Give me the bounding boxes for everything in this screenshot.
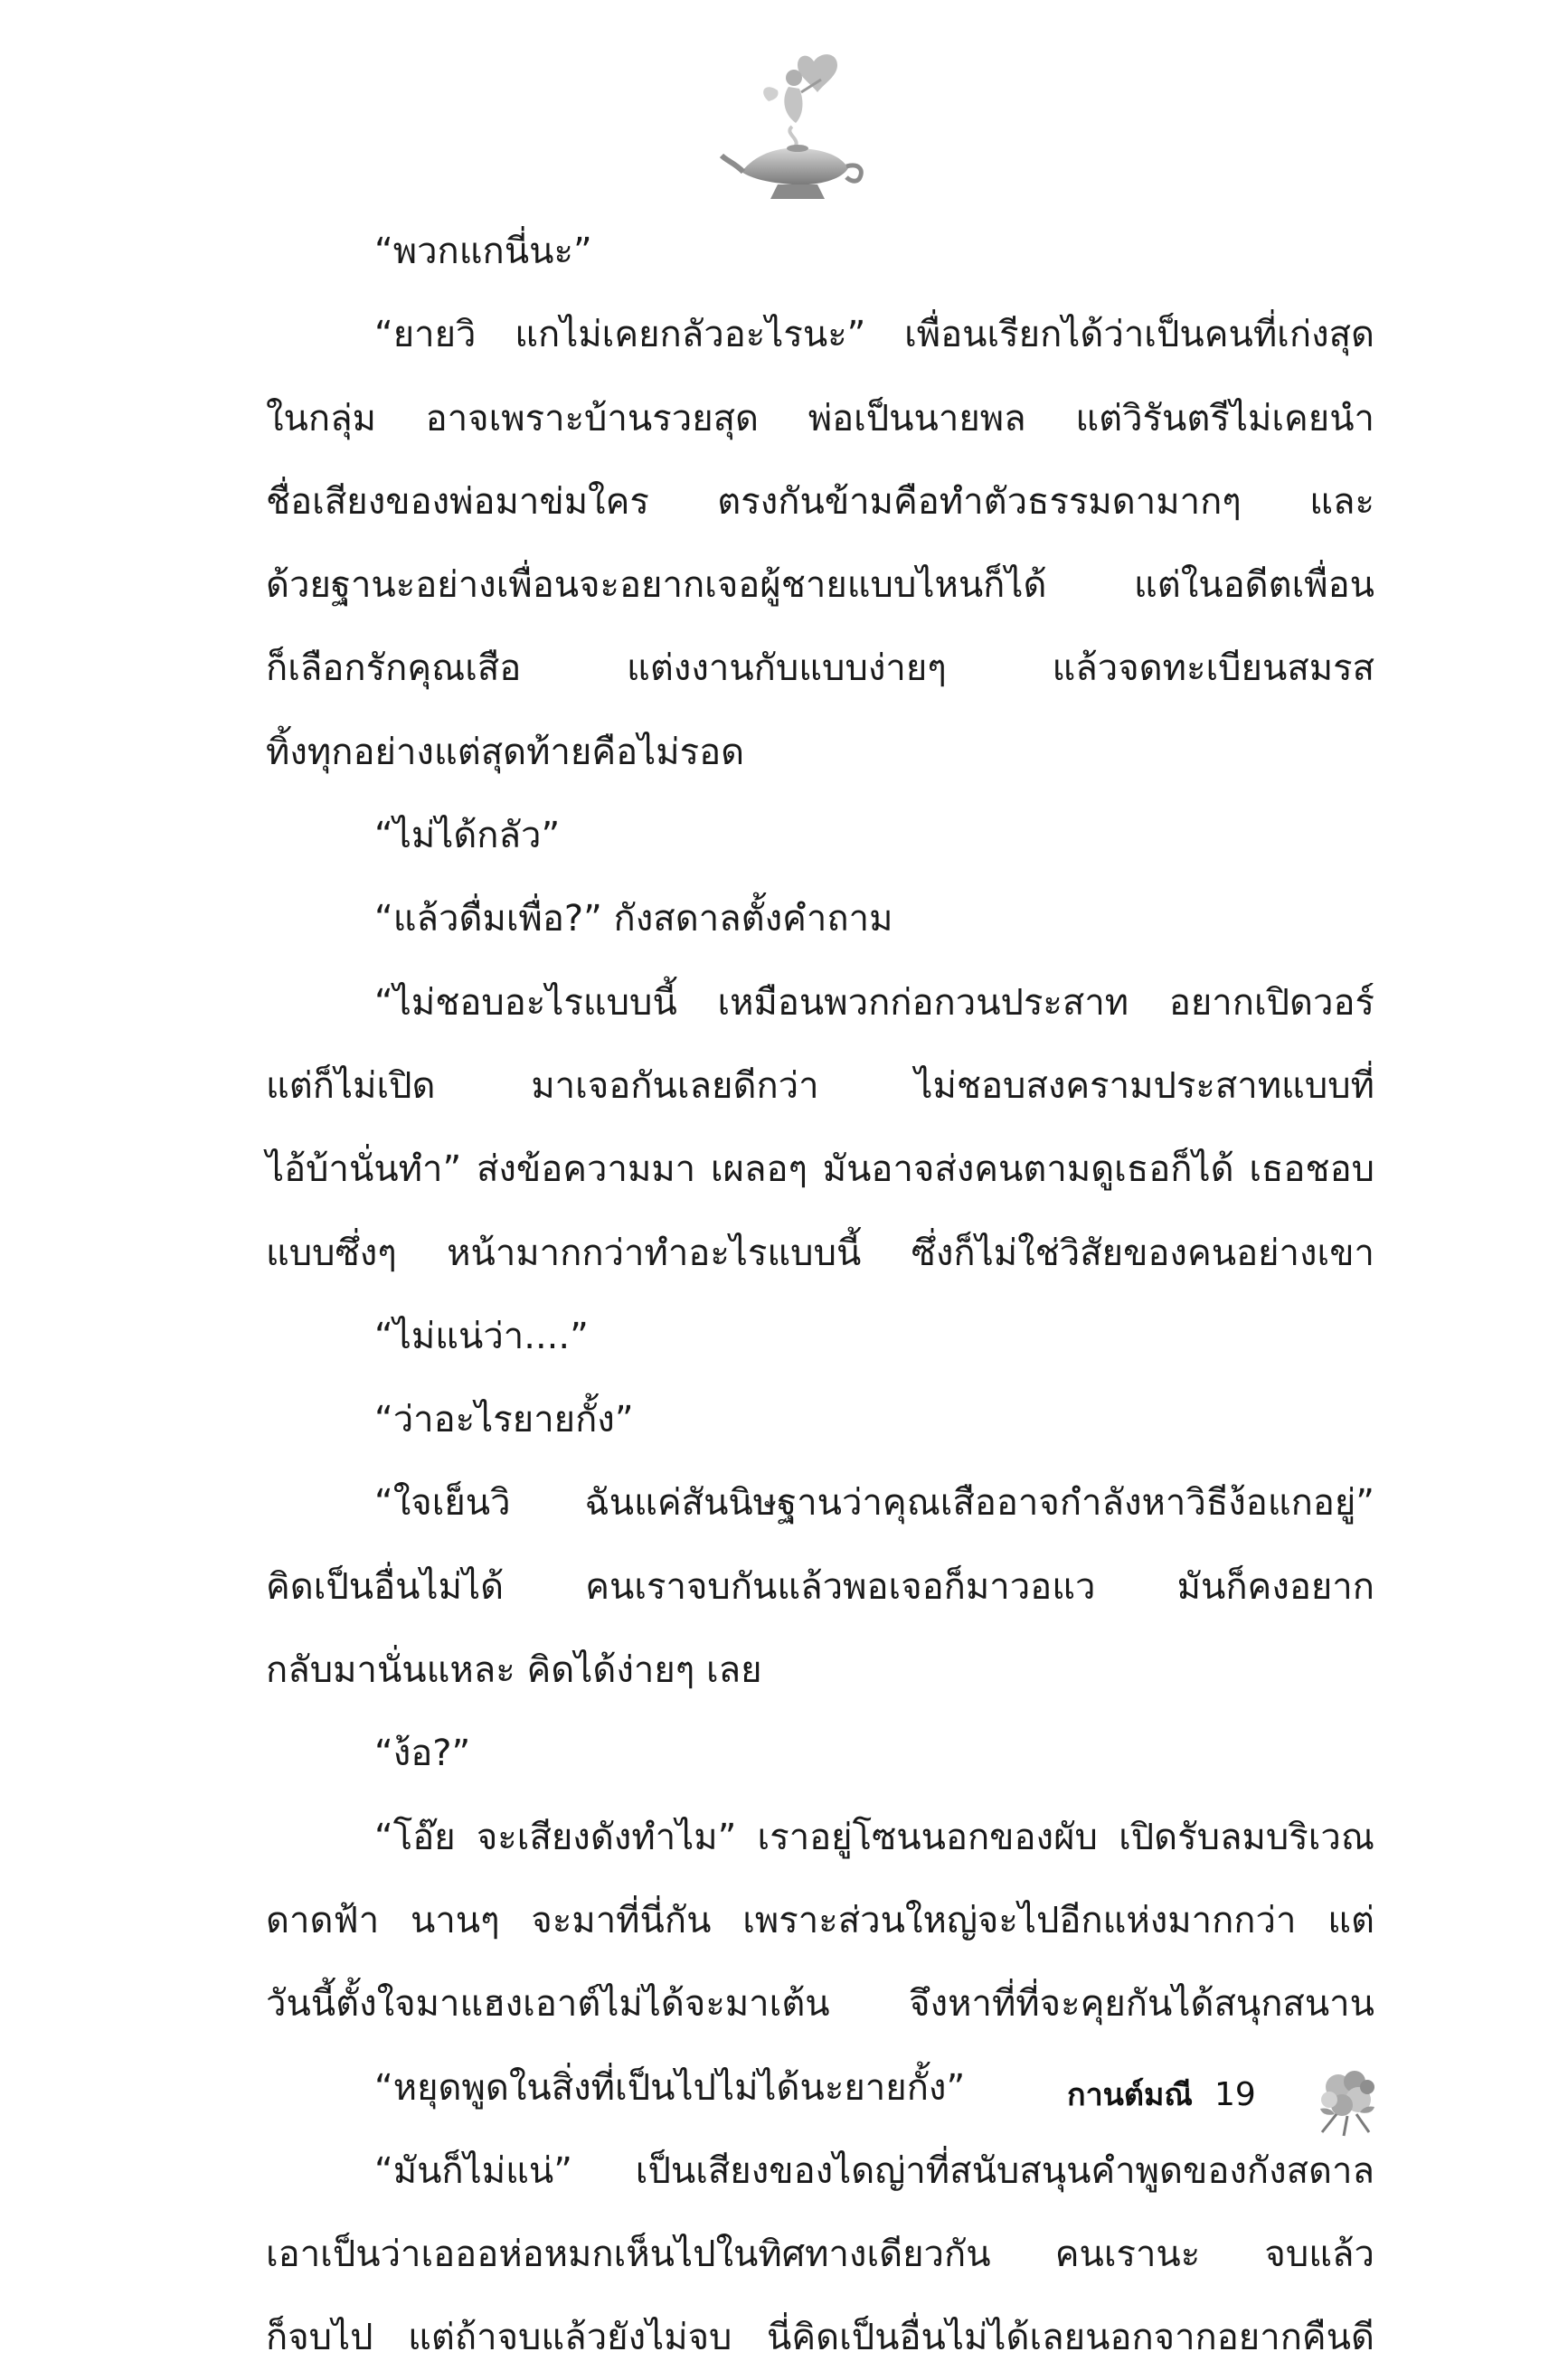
text-line-content: เอาเป็นว่าเอออห่อหมกเห็นไปในทิศทางเดียวกัน คนเรานะ จบแล้ว bbox=[266, 2234, 1374, 2276]
text-line bbox=[266, 1879, 1374, 1962]
text-line bbox=[266, 1712, 1374, 1795]
book-title: กานต์มณี bbox=[1067, 2077, 1193, 2113]
text-line bbox=[266, 627, 1374, 710]
text-line-content: “พวกแกนี่นะ” bbox=[374, 231, 592, 272]
text-line bbox=[266, 543, 1374, 627]
text-line bbox=[266, 2213, 1374, 2296]
text-line bbox=[266, 877, 1374, 960]
page-footer bbox=[1067, 2069, 1256, 2120]
text-line-content: “แล้วดื่มเพื่อ?” กังสดาลตั้งคำถาม bbox=[374, 898, 893, 940]
text-line bbox=[266, 1378, 1374, 1461]
page-number: 19 bbox=[1214, 2075, 1256, 2113]
text-line-content: “ยายวิ แกไม่เคยกลัวอะไรนะ” เพื่อนเรียกได้ว่าเป็นคนที่เก่งสุด bbox=[374, 314, 1374, 356]
lamp-and-cupid-icon bbox=[705, 36, 886, 217]
text-line bbox=[266, 1212, 1374, 1295]
text-line bbox=[266, 794, 1374, 877]
body-text bbox=[266, 210, 1374, 2380]
text-line bbox=[266, 1044, 1374, 1128]
text-line-content: ก็เลือกรักคุณเสือ แต่งงานกับแบบง่ายๆ แล้วจดทะเบียนสมรส bbox=[266, 647, 1374, 690]
text-line-content: “หยุดพูดในสิ่งที่เป็นไปไม่ได้นะยายกั้ง” bbox=[374, 2066, 966, 2109]
text-line-content: “ไม่ชอบอะไรแบบนี้ เหมือนพวกก่อกวนประสาท อยากเปิดวอร์ bbox=[374, 981, 1374, 1024]
text-line bbox=[266, 1295, 1374, 1378]
text-line-content: “โอ๊ย จะเสียงดังทำไม” เราอยู่โซนนอกของผับ เปิดรับลมบริเวณ bbox=[374, 1816, 1374, 1858]
text-line-content: “มันก็ไม่แน่” เป็นเสียงของไดญ่าที่สนับสนุนคำพูดของกังสดาล bbox=[374, 2149, 1374, 2192]
text-line bbox=[266, 460, 1374, 543]
text-line-content: คิดเป็นอื่นไม่ได้ คนเราจบกันแล้วพอเจอก็มาวอแว มันก็คงอยาก bbox=[266, 1565, 1374, 1608]
text-line-content: วันนี้ตั้งใจมาแฮงเอาต์ไม่ได้จะมาเต้น จึงหาที่ที่จะคุยกันได้สนุกสนาน bbox=[266, 1983, 1374, 2026]
text-line-content: “ไม่แน่ว่า....” bbox=[374, 1315, 589, 1357]
text-line bbox=[266, 1461, 1374, 1544]
text-line-content: แต่ก็ไม่เปิด มาเจอกันเลยดีกว่า ไม่ชอบสงครามประสาทแบบที่ bbox=[266, 1064, 1374, 1107]
text-line-content: ก็จบไป แต่ถ้าจบแล้วยังไม่จบ นี่คิดเป็นอื่นไม่ได้เลยนอกจากอยากคืนดี bbox=[266, 2317, 1374, 2359]
text-line-content: “ใจเย็นวิ ฉันแค่สันนิษฐานว่าคุณเสืออาจกำลังหาวิธีง้อแกอยู่” bbox=[374, 1482, 1374, 1525]
text-line bbox=[266, 2296, 1374, 2379]
text-line bbox=[266, 1629, 1374, 1712]
text-line bbox=[266, 1962, 1374, 2045]
text-line bbox=[266, 961, 1374, 1044]
text-line-content: ในกลุ่ม อาจเพราะบ้านรวยสุด พ่อเป็นนายพล แต่วิรันตรีไม่เคยนำ bbox=[266, 397, 1374, 439]
text-line-content: “ว่าอะไรยายกั้ง” bbox=[374, 1399, 634, 1441]
text-line-content: ชื่อเสียงของพ่อมาข่มใคร ตรงกันข้ามคือทำตัวธรรมดามากๆ และ bbox=[266, 480, 1374, 523]
text-line bbox=[266, 2130, 1374, 2213]
text-line-content: ด้วยฐานะอย่างเพื่อนจะอยากเจอผู้ชายแบบไหนก็ได้ แต่ในอดีตเพื่อน bbox=[266, 564, 1374, 607]
text-line bbox=[266, 1128, 1374, 1211]
text-line bbox=[266, 711, 1374, 794]
text-line-content: “ง้อ?” bbox=[374, 1733, 471, 1775]
text-line-content: ไอ้บ้านั่นทำ” ส่งข้อความมา เผลอๆ มันอาจส่งคนตามดูเธอก็ได้ เธอชอบ bbox=[266, 1148, 1374, 1191]
text-line-content: กลับมานั่นแหละ คิดได้ง่ายๆ เลย bbox=[266, 1649, 762, 1692]
text-line bbox=[266, 293, 1374, 376]
text-line bbox=[266, 377, 1374, 460]
text-line-content: “ไม่ได้กลัว” bbox=[374, 815, 561, 857]
text-line bbox=[266, 210, 1374, 293]
text-line-content: แบบซึ่งๆ หน้ามากกว่าทำอะไรแบบนี้ ซึ่งก็ไม่ใช่วิสัยของคนอย่างเขา bbox=[266, 1232, 1374, 1274]
flower-bouquet-icon bbox=[1302, 2051, 1393, 2141]
text-line bbox=[266, 1796, 1374, 1879]
text-line bbox=[266, 1545, 1374, 1629]
text-line-content: ดาดฟ้า นานๆ จะมาที่นี่กัน เพราะส่วนใหญ่จะไปอีกแห่งมากกว่า แต่ bbox=[266, 1899, 1374, 1941]
text-line-content: ทิ้งทุกอย่างแต่สุดท้ายคือไม่รอด bbox=[266, 731, 745, 773]
